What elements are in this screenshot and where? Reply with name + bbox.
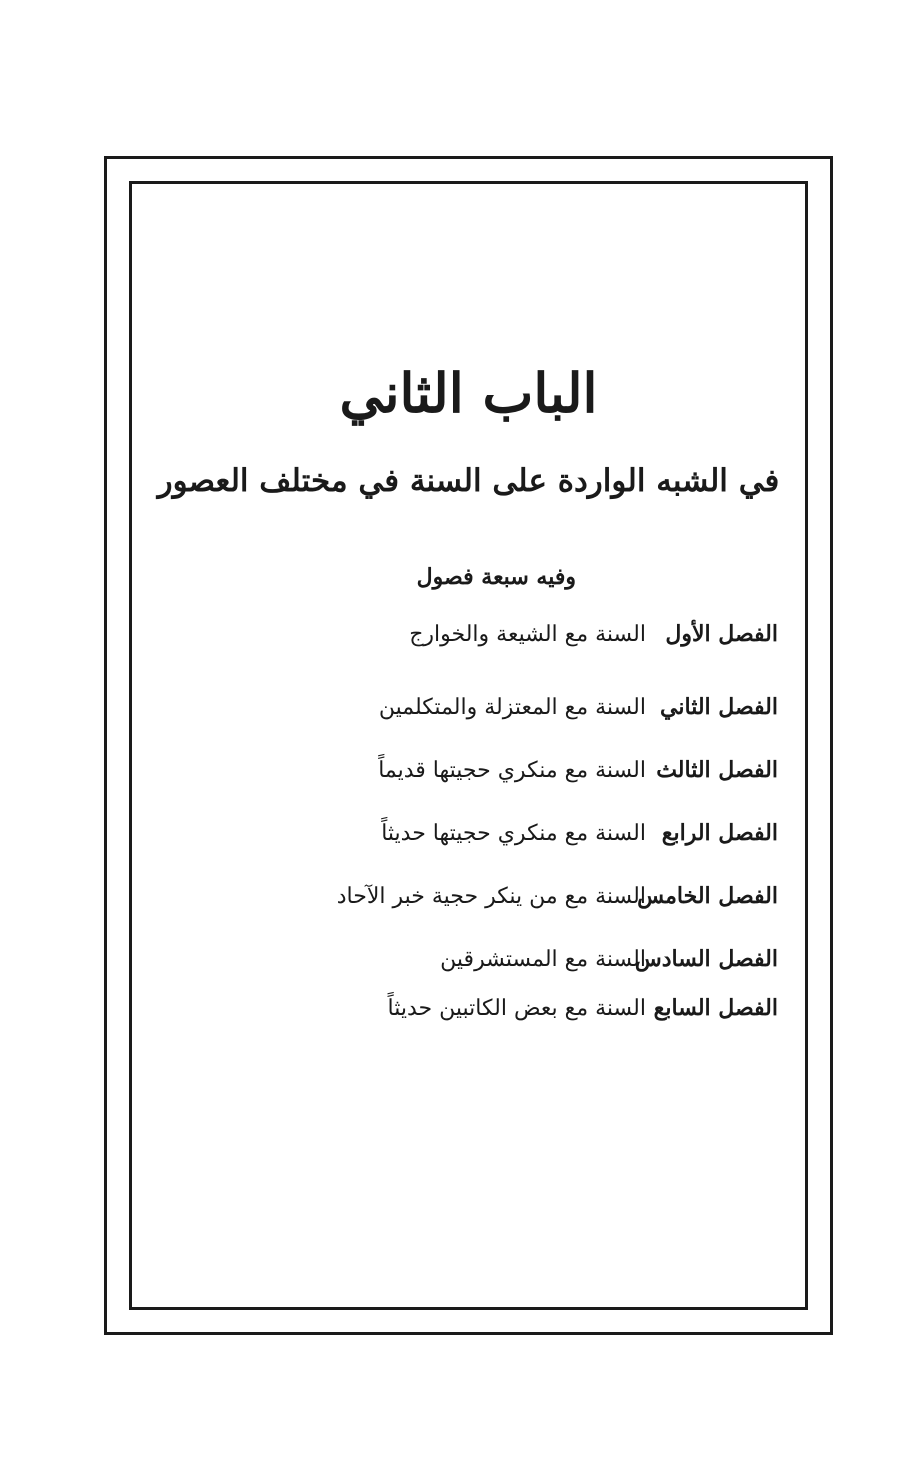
- chapter-title: السنة مع من ينكر حجية خبر الآحاد: [336, 884, 646, 909]
- chapter-label: الفصل الخامس: [637, 883, 778, 909]
- chapters-intro: وفيه سبعة فصول: [416, 564, 576, 590]
- chapter-title: السنة مع منكري حجيتها قديماً: [378, 758, 646, 783]
- chapter-label: الفصل الرابع: [661, 820, 778, 846]
- chapter-label: الفصل الأول: [665, 621, 778, 647]
- page-content: [129, 181, 808, 1310]
- chapter-label: الفصل السادس: [634, 946, 778, 972]
- chapter-title: السنة مع المعتزلة والمتكلمين: [378, 695, 646, 720]
- chapter-title: السنة مع المستشرقين: [440, 947, 646, 972]
- chapters-list: [238, 621, 778, 1021]
- chapter-subheading: في الشبه الواردة على السنة في مختلف العصور: [157, 463, 780, 499]
- chapter-label: الفصل الثاني: [660, 694, 778, 720]
- chapter-title: السنة مع بعض الكاتبين حديثاً: [387, 996, 646, 1021]
- chapter-label: الفصل الثالث: [656, 757, 778, 783]
- chapter-label: الفصل السابع: [653, 995, 778, 1021]
- chapter-title: السنة مع منكري حجيتها حديثاً: [381, 821, 646, 846]
- chapter-heading: الباب الثاني: [339, 361, 598, 425]
- chapter-title: السنة مع الشيعة والخوارج: [409, 622, 646, 647]
